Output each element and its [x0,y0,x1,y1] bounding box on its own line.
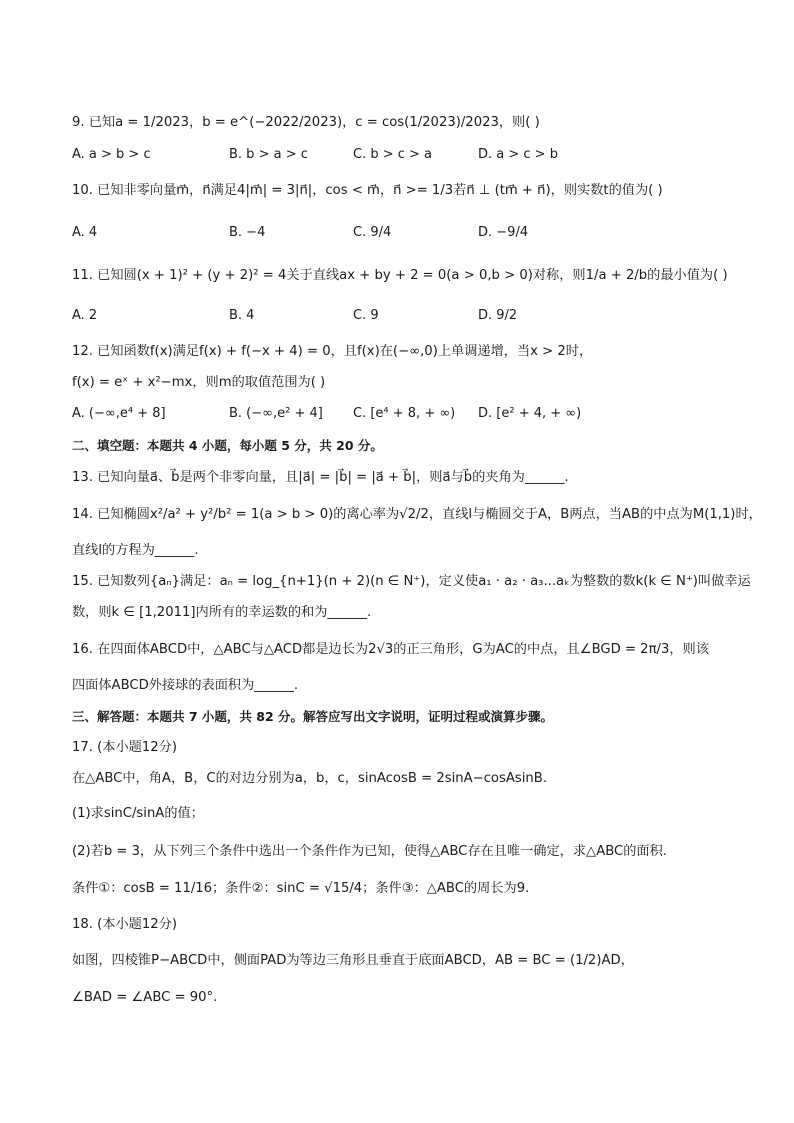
question-15-line-1: 15. 已知数列{aₙ}满足：aₙ = log_{n+1}(n + 2)(n ∈ N⁺)，定义使a₁ · a₂ · a₃...aₖ为整数的数k(k ∈ N⁺)叫做幸运 [72,574,751,589]
question-14-line-1: 14. 已知椭圆x²/a² + y²/b² = 1(a > b > 0)的离心率为√2/2，直线l与椭圆交于A，B两点，当AB的中点为M(1,1)时， [72,507,762,522]
question-11: 11. 已知圆(x + 1)² + (y + 2)² = 4关于直线ax + by + 2 = 0(a > 0,b > 0)对称，则1/a + 2/b的最小值为( ) [72,268,728,283]
option-d: D. 9/2 [478,308,518,323]
question-15-line-2: 数，则k ∈ [1,2011]内所有的幸运数的和为______. [72,605,372,620]
option-c: C. 9 [353,308,379,323]
option-a: A. a > b > c [72,147,151,162]
question-12-line-1: 12. 已知函数f(x)满足f(x) + f(−x + 4) = 0，且f(x)在(−∞,0)上单调递增，当x > 2时， [72,344,593,359]
question-18-line-2: ∠BAD = ∠ABC = 90°. [72,990,218,1005]
question-12-line-2: f(x) = eˣ + x²−mx，则m的取值范围为( ) [72,375,326,390]
option-d: D. −9/4 [478,225,529,240]
question-17-line-2: (1)求sinC/sinA的值； [72,806,204,821]
option-a: A. 2 [72,308,98,323]
question-17-line-4: 条件①：cosB = 11/16；条件②：sinC = √15/4；条件③：△ABC的周长为9. [72,881,530,896]
question-18-line-1: 如图，四棱锥P−ABCD中，侧面PAD为等边三角形且垂直于底面ABCD，AB = BC = (1/2)AD， [72,953,634,968]
option-c: C. [e⁴ + 8, + ∞) [353,406,456,421]
option-c: C. 9/4 [353,225,392,240]
option-a: A. 4 [72,225,98,240]
question-10: 10. 已知非零向量m⃗，n⃗满足4|m⃗| = 3|n⃗|，cos < m⃗，n⃗ >= 1/3若n⃗ ⊥ (tm⃗ + n⃗)，则实数t的值为( ) [72,183,663,198]
option-b: B. b > a > c [229,147,308,162]
question-17-line-3: (2)若b = 3，从下列三个条件中选出一个条件作为已知，使得△ABC存在且唯一确定，求△ABC的面积. [72,844,667,859]
question-16-line-2: 四面体ABCD外接球的表面积为______. [72,678,299,693]
section-fill-in-title: 二、填空题：本题共 4 小题，每小题 5 分，共 20 分。 [72,438,383,453]
option-c: C. b > c > a [353,147,433,162]
option-d: D. [e² + 4, + ∞) [478,406,582,421]
question-17-line-1: 在△ABC中，角A，B，C的对边分别为a，b，c，sinAcosB = 2sinA−cosAsinB. [72,771,548,786]
question-14-line-2: 直线l的方程为______. [72,543,199,558]
option-d: D. a > c > b [478,147,558,162]
section-solve-title: 三、解答题：本题共 7 小题，共 82 分。解答应写出文字说明，证明过程或演算步骤。 [72,709,554,724]
question-9: 9. 已知a = 1/2023，b = e^(−2022/2023)，c = cos(1/2023)/2023，则( ) [72,115,540,130]
option-b: B. (−∞,e² + 4] [229,406,323,421]
option-a: A. (−∞,e⁴ + 8] [72,406,166,421]
option-b: B. −4 [229,225,266,240]
question-16-line-1: 16. 在四面体ABCD中，△ABC与△ACD都是边长为2√3的正三角形，G为AC的中点，且∠BGD = 2π/3，则该 [72,642,709,657]
question-18-head: 18. (本小题12分) [72,917,177,932]
option-b: B. 4 [229,308,255,323]
question-13: 13. 已知向量a⃗、b⃗是两个非零向量，且|a⃗| = |b⃗| = |a⃗ + b⃗|，则a⃗与b⃗的夹角为______. [72,470,569,485]
question-17-head: 17. (本小题12分) [72,740,177,755]
